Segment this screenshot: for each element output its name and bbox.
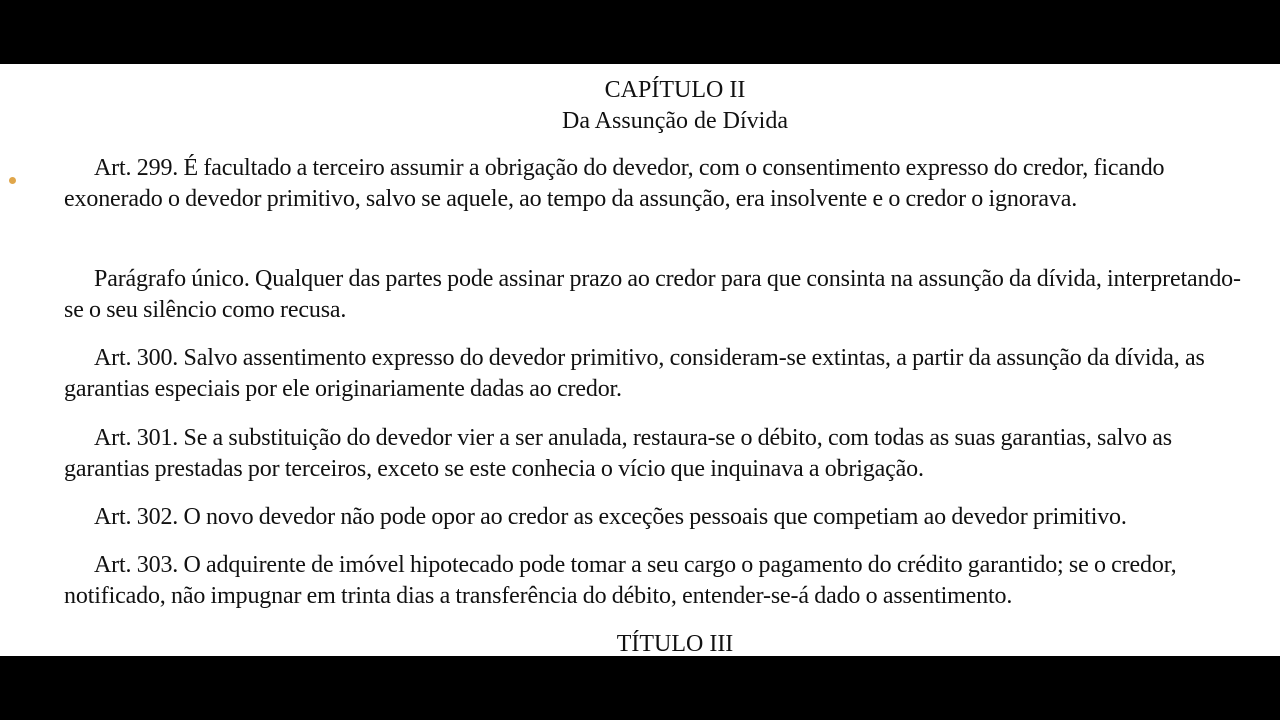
article-303: Art. 303. O adquirente de imóvel hipotecado pode tomar a seu cargo o pagamento do crédito garantido; se o credor, notificado, não impugnar em trinta dias a transferência do débito, entender-se-á dado o assentimento. [64,552,1177,609]
bullet-dot-icon [9,177,16,184]
chapter-title: Da Assunção de Dívida [562,108,788,134]
chapter-heading: CAPÍTULO II [604,77,746,103]
article-299: Art. 299. É facultado a terceiro assumir a obrigação do devedor, com o consentimento expresso do credor, ficando exonerado o devedor primitivo, salvo se aquele, ao tempo da assunção, era insolvente e o credor o ignorava. [64,155,1165,212]
next-title-heading: TÍTULO III [616,631,734,656]
letterbox-top [0,0,1280,64]
article-301: Art. 301. Se a substituição do devedor vier a ser anulada, restaura-se o débito, com todas as suas garantias, salvo as garantias prestadas por terceiros, exceto se este conhecia o vício que inquinava a obrigação. [64,425,1172,482]
letterbox-bottom [0,656,1280,720]
article-300: Art. 300. Salvo assentimento expresso do devedor primitivo, consideram-se extintas, a partir da assunção da dívida, as garantias especiais por ele originariamente dadas ao credor. [64,345,1205,402]
article-302: Art. 302. O novo devedor não pode opor ao credor as exceções pessoais que competiam ao devedor primitivo. [94,504,1127,530]
document-page [0,64,1280,656]
article-299-paragraph-unico: Parágrafo único. Qualquer das partes pode assinar prazo ao credor para que consinta na assunção da dívida, interpretando-se o seu silêncio como recusa. [64,266,1241,323]
